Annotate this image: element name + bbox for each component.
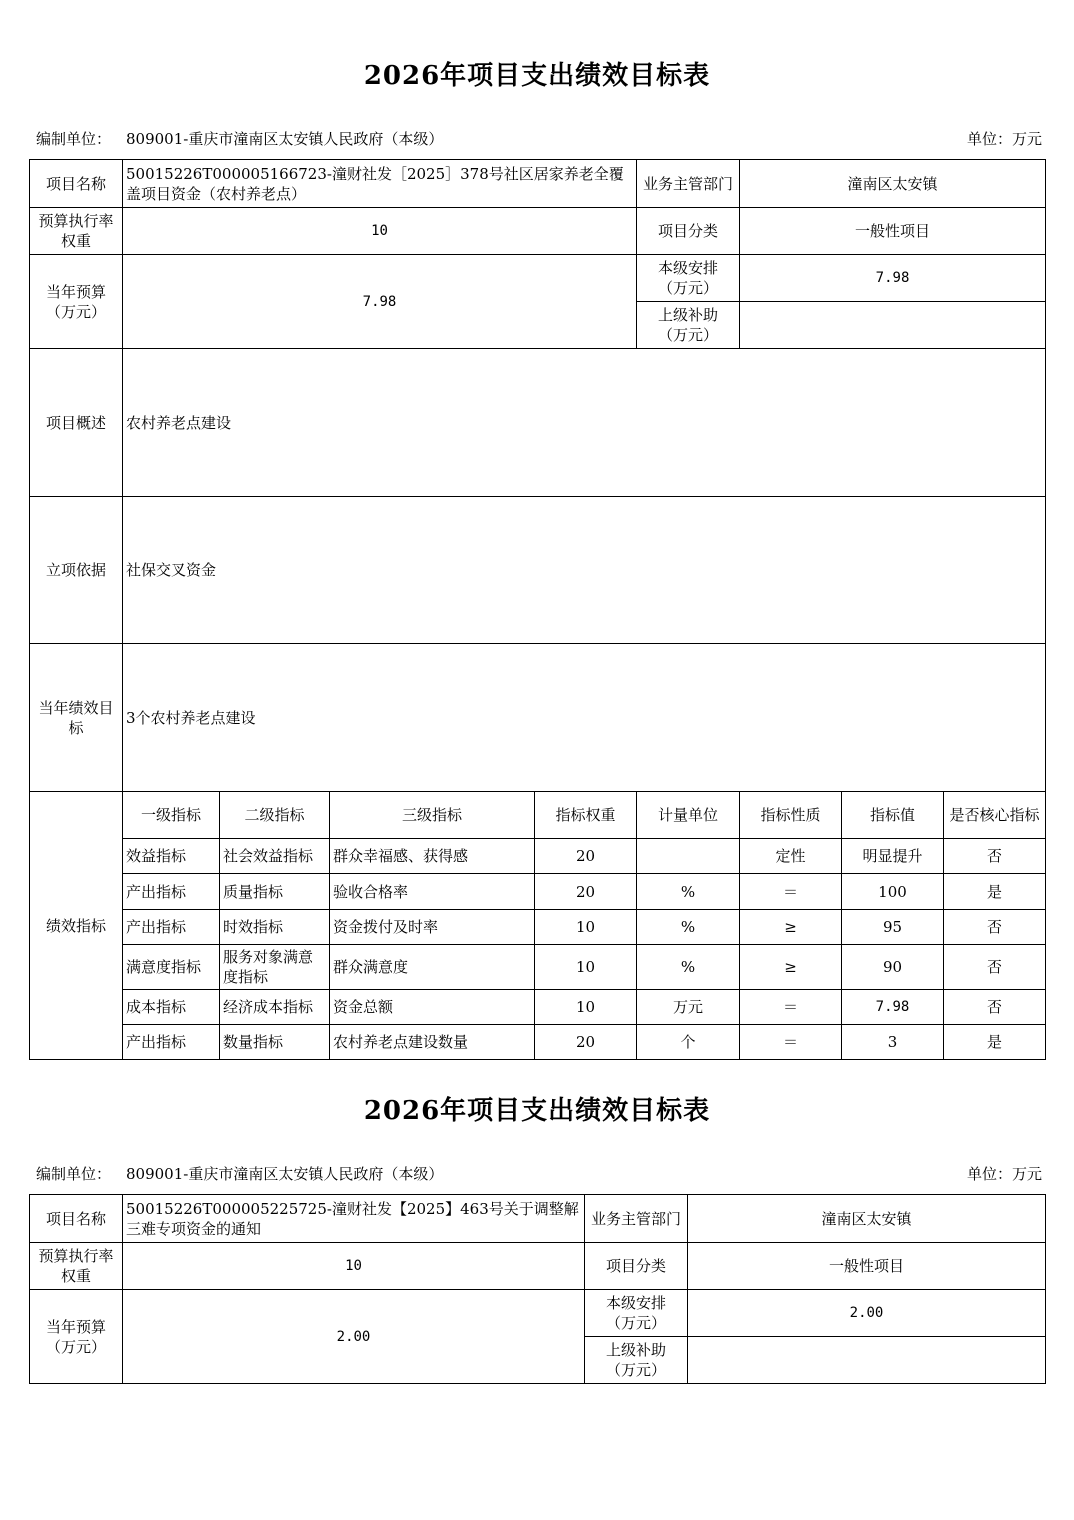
- cell-level2: 服务对象满意度指标: [220, 945, 330, 990]
- cell-level1: 产出指标: [123, 1025, 220, 1060]
- cell-level1: 成本指标: [123, 990, 220, 1025]
- org-value: 809001-重庆市潼南区太安镇人民政府（本级）: [126, 130, 444, 148]
- cell-nature: ≥: [740, 945, 842, 990]
- page-title-2: 2026年项目支出绩效目标表: [363, 1096, 711, 1126]
- local-label-2: 本级安排（万元）: [585, 1290, 688, 1337]
- cell-level3: 群众满意度: [330, 945, 535, 990]
- cell-value: 明显提升: [842, 839, 944, 874]
- cell-nature: ＝: [740, 874, 842, 910]
- cell-nature: 定性: [740, 839, 842, 874]
- cell-weight: 20: [535, 839, 637, 874]
- header-core: 是否核心指标: [944, 792, 1046, 839]
- upper-label-2: 上级补助（万元）: [585, 1337, 688, 1384]
- table-row: [30, 945, 1046, 990]
- header-unit: 计量单位: [637, 792, 740, 839]
- weight-label-2: 预算执行率权重: [30, 1243, 123, 1290]
- header-level3: 三级指标: [330, 792, 535, 839]
- cell-core: 是: [944, 874, 1046, 910]
- performance-table-2: [29, 1194, 1046, 1384]
- upper-value-2: [688, 1337, 1046, 1384]
- performance-table: [29, 159, 1046, 1060]
- overview-value: 农村养老点建设: [123, 349, 1046, 497]
- project-name-value: 50015226T000005166723-潼财社发［2025］378号社区居家养老全覆盖项目资金（农村养老点）: [123, 160, 637, 208]
- category-value-2: 一般性项目: [688, 1243, 1046, 1290]
- indicators-label: 绩效指标: [30, 792, 123, 1060]
- org-label-2: 编制单位：: [36, 1165, 112, 1183]
- cell-unit: 个: [637, 1025, 740, 1060]
- cell-weight: 20: [535, 1025, 637, 1060]
- cell-nature: ≥: [740, 910, 842, 945]
- cell-unit: 万元: [637, 990, 740, 1025]
- cell-unit: %: [637, 910, 740, 945]
- cell-level3: 农村养老点建设数量: [330, 1025, 535, 1060]
- cell-level3: 群众幸福感、获得感: [330, 839, 535, 874]
- cell-level3: 验收合格率: [330, 874, 535, 910]
- dept-value-2: 潼南区太安镇: [688, 1195, 1046, 1243]
- cell-unit: %: [637, 945, 740, 990]
- cell-level1: 满意度指标: [123, 945, 220, 990]
- cell-weight: 10: [535, 910, 637, 945]
- category-value: 一般性项目: [740, 208, 1046, 255]
- header-weight: 指标权重: [535, 792, 637, 839]
- cell-core: 是: [944, 1025, 1046, 1060]
- cell-unit: %: [637, 874, 740, 910]
- project-name-label: 项目名称: [30, 160, 123, 208]
- cell-weight: 10: [535, 945, 637, 990]
- cell-value: 100: [842, 874, 944, 910]
- cell-nature: ＝: [740, 990, 842, 1025]
- cell-weight: 20: [535, 874, 637, 910]
- basis-label: 立项依据: [30, 497, 123, 644]
- header-value: 指标值: [842, 792, 944, 839]
- header-nature: 指标性质: [740, 792, 842, 839]
- cell-value: 90: [842, 945, 944, 990]
- dept-value: 潼南区太安镇: [740, 160, 1046, 208]
- table-row: [30, 990, 1046, 1025]
- cell-level3: 资金总额: [330, 990, 535, 1025]
- table-row: [30, 910, 1046, 945]
- upper-label: 上级补助（万元）: [637, 302, 740, 349]
- unit-label-2: 单位：万元: [966, 1165, 1042, 1183]
- cell-value: 7.98: [842, 990, 944, 1025]
- project-name-label-2: 项目名称: [30, 1195, 123, 1243]
- cell-level2: 数量指标: [220, 1025, 330, 1060]
- cell-unit: [637, 839, 740, 874]
- cell-core: 否: [944, 945, 1046, 990]
- budget-value: 7.98: [123, 255, 637, 349]
- local-value-2: 2.00: [688, 1290, 1046, 1337]
- page-title: 2026年项目支出绩效目标表: [363, 61, 711, 91]
- category-label-2: 项目分类: [585, 1243, 688, 1290]
- cell-level1: 产出指标: [123, 874, 220, 910]
- goal-value: 3个农村养老点建设: [123, 644, 1046, 792]
- cell-value: 3: [842, 1025, 944, 1060]
- cell-level3: 资金拨付及时率: [330, 910, 535, 945]
- cell-level2: 经济成本指标: [220, 990, 330, 1025]
- cell-core: 否: [944, 839, 1046, 874]
- upper-value: [740, 302, 1046, 349]
- cell-weight: 10: [535, 990, 637, 1025]
- dept-label: 业务主管部门: [637, 160, 740, 208]
- weight-value-2: 10: [123, 1243, 585, 1290]
- header-level1: 一级指标: [123, 792, 220, 839]
- cell-level2: 时效指标: [220, 910, 330, 945]
- header-level2: 二级指标: [220, 792, 330, 839]
- unit-label: 单位：万元: [966, 130, 1042, 148]
- category-label: 项目分类: [637, 208, 740, 255]
- org-label: 编制单位：: [36, 130, 112, 148]
- cell-nature: ＝: [740, 1025, 842, 1060]
- cell-core: 否: [944, 990, 1046, 1025]
- dept-label-2: 业务主管部门: [585, 1195, 688, 1243]
- table-row: [30, 1025, 1046, 1060]
- cell-level1: 产出指标: [123, 910, 220, 945]
- weight-value: 10: [123, 208, 637, 255]
- basis-value: 社保交叉资金: [123, 497, 1046, 644]
- overview-label: 项目概述: [30, 349, 123, 497]
- budget-value-2: 2.00: [123, 1290, 585, 1384]
- budget-label: 当年预算（万元）: [30, 255, 123, 349]
- cell-level1: 效益指标: [123, 839, 220, 874]
- project-name-value-2: 50015226T000005225725-潼财社发【2025】463号关于调整解三难专项资金的通知: [123, 1195, 585, 1243]
- cell-value: 95: [842, 910, 944, 945]
- weight-label: 预算执行率权重: [30, 208, 123, 255]
- cell-level2: 社会效益指标: [220, 839, 330, 874]
- local-label: 本级安排（万元）: [637, 255, 740, 302]
- org-value-2: 809001-重庆市潼南区太安镇人民政府（本级）: [126, 1165, 444, 1183]
- local-value: 7.98: [740, 255, 1046, 302]
- budget-label-2: 当年预算（万元）: [30, 1290, 123, 1384]
- table-row: [30, 874, 1046, 910]
- cell-core: 否: [944, 910, 1046, 945]
- cell-level2: 质量指标: [220, 874, 330, 910]
- goal-label: 当年绩效目标: [30, 644, 123, 792]
- table-row: [30, 839, 1046, 874]
